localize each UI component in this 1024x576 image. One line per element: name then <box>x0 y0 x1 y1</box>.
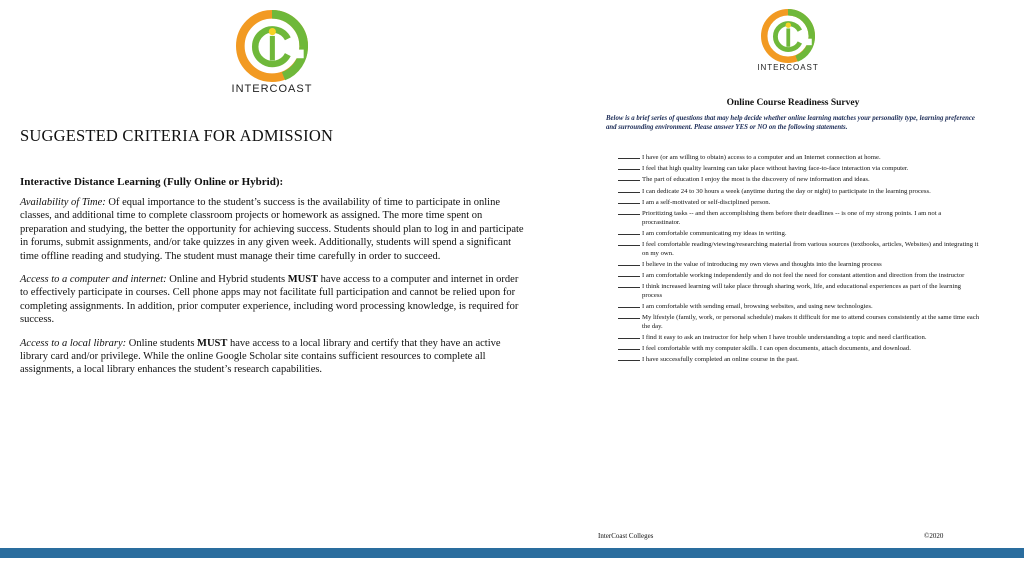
answer-blank[interactable] <box>618 154 640 159</box>
paragraph-label: Access to a computer and internet: <box>20 274 167 286</box>
logo-wordmark: INTERCOAST <box>231 83 313 95</box>
paragraph-text: have access to a computer and internet in order to effectively participate in courses. Cell phone apps may not facilitate full participation and cannot be relied upon for completing assignments. In addition, prior computer experience, including word processing knowledge, is required for success. <box>20 274 519 326</box>
answer-blank[interactable] <box>618 165 640 170</box>
answer-blank[interactable] <box>618 272 640 277</box>
intercoast-emblem-icon <box>236 10 308 82</box>
survey-item <box>618 165 980 174</box>
admission-criteria <box>20 126 525 387</box>
page-title: SUGGESTED CRITERIA FOR ADMISSION <box>20 126 334 145</box>
paragraph-text: Online and Hybrid students <box>166 274 288 286</box>
answer-blank[interactable] <box>618 314 640 319</box>
answer-blank[interactable] <box>618 241 640 246</box>
survey-item-text: I am comfortable with sending email, browsing websites, and using new technologies. <box>642 302 873 310</box>
paragraph-computer <box>20 273 525 327</box>
survey-title: Online Course Readiness Survey <box>726 98 860 108</box>
survey-item-text: I feel comfortable with my computer skills. I can open documents, attach documents, and download. <box>642 345 911 352</box>
survey-item-text: I feel comfortable reading/viewing/researching material from various sources (textbooks, articles, Websites) and integrating it on my own. <box>642 240 979 257</box>
survey-item <box>618 314 980 331</box>
paragraph-text: Online students <box>126 337 198 349</box>
survey-item <box>618 334 980 343</box>
intercoast-logo-right <box>752 9 824 72</box>
survey-item <box>618 154 980 163</box>
answer-blank[interactable] <box>618 230 640 235</box>
bottom-bar <box>0 548 1024 558</box>
footer-college-name: InterCoast Colleges <box>598 532 654 540</box>
paragraph-label: Availability of Time: <box>20 197 106 208</box>
survey-item-text: I have successfully completed an online course in the past. <box>642 356 799 364</box>
survey-item-text: I think increased learning will take place through sharing work, life, and educational experiences as part of the learning process <box>642 283 962 299</box>
survey-intro: Below is a brief series of questions that may help decide whether online learning matches your personality type, learning preference and surrounding environment. Please answer YES or NO on the following statements. <box>606 115 975 131</box>
answer-blank[interactable] <box>618 188 640 193</box>
survey-item-text: I am comfortable communicating my ideas in writing. <box>642 229 787 237</box>
survey-item-text: I can dedicate 24 to 30 hours a week (anytime during the day or night) to participate in the learning process. <box>642 187 931 195</box>
survey-item <box>618 261 980 270</box>
survey-item-text: The part of education I enjoy the most is the discovery of new information and ideas. <box>642 176 870 184</box>
emphasis: MUST <box>197 337 228 349</box>
survey-list <box>618 154 980 365</box>
survey-item-text: My lifestyle (family, work, or personal schedule) makes it difficult for me to attend courses consistently at the same time each the day. <box>642 314 980 330</box>
survey-item-text: I find it easy to ask an instructor for help when I have trouble understanding a topic and need clarification. <box>642 333 927 341</box>
answer-blank[interactable] <box>618 303 640 308</box>
emphasis: MUST <box>287 274 319 286</box>
survey-item <box>618 241 980 258</box>
answer-blank[interactable] <box>618 356 640 361</box>
survey-item <box>618 272 980 281</box>
paragraph-text: have access to a local library and certify that they have an active library card and/or privilege. While the online Google Scholar site contains sufficient resources to complete all assignments, a local library enhances the student’s research capabilities. <box>20 337 501 376</box>
survey-item <box>618 199 980 208</box>
intercoast-logo-left <box>226 10 318 95</box>
survey-item-text: I believe in the value of introducing my own views and thoughts into the learning process <box>642 260 882 268</box>
answer-blank[interactable] <box>618 210 640 215</box>
paragraph-library <box>20 337 525 377</box>
answer-blank[interactable] <box>618 199 640 204</box>
answer-blank[interactable] <box>618 176 640 181</box>
answer-blank[interactable] <box>618 345 640 350</box>
section-subtitle: Interactive Distance Learning (Fully Online or Hybrid): <box>20 176 284 188</box>
survey-item-text: I have (or am willing to obtain) access to a computer and an Internet connection at home. <box>642 154 881 161</box>
readiness-survey <box>606 98 980 367</box>
survey-item-text: I am a self-motivated or self-disciplined person. <box>642 198 771 206</box>
survey-item <box>618 356 980 365</box>
survey-item <box>618 345 980 354</box>
paragraph-text: Of equal importance to the student’s success is the availability of time to participate in online classes, and additional time to complete classroom projects or homework as assigned. The more time spent on preparation and studying, the better the opportunity for achieving success. Students should plan to log in and participate in forums, submit assignments, and/or take quizzes in any given week. Additionally, students will spend a significant time offline reading and studying. The student must manage their time carefully in order to succeed. <box>20 197 524 262</box>
survey-item <box>618 210 980 227</box>
answer-blank[interactable] <box>618 283 640 288</box>
survey-item <box>618 230 980 239</box>
survey-item-text: I feel that high quality learning can take place without having face-to-face interaction via computer. <box>642 165 909 173</box>
paragraph-time <box>20 196 525 263</box>
intercoast-emblem-icon <box>761 9 815 63</box>
survey-item-text: I am comfortable working independently and do not feel the need for constant attention and direction from the instructor <box>642 271 965 279</box>
survey-item <box>618 283 980 300</box>
footer-copyright: ©2020 <box>924 532 944 540</box>
survey-item <box>618 188 980 197</box>
survey-item-text: Prioritizing tasks -- and then accomplishing them before their deadlines -- is one of my strong points. I am not a procrastinator. <box>642 209 942 226</box>
paragraph-label: Access to a local library: <box>20 337 127 349</box>
answer-blank[interactable] <box>618 334 640 339</box>
answer-blank[interactable] <box>618 261 640 266</box>
survey-item <box>618 303 980 312</box>
survey-item <box>618 176 980 185</box>
logo-wordmark: INTERCOAST <box>757 63 819 72</box>
